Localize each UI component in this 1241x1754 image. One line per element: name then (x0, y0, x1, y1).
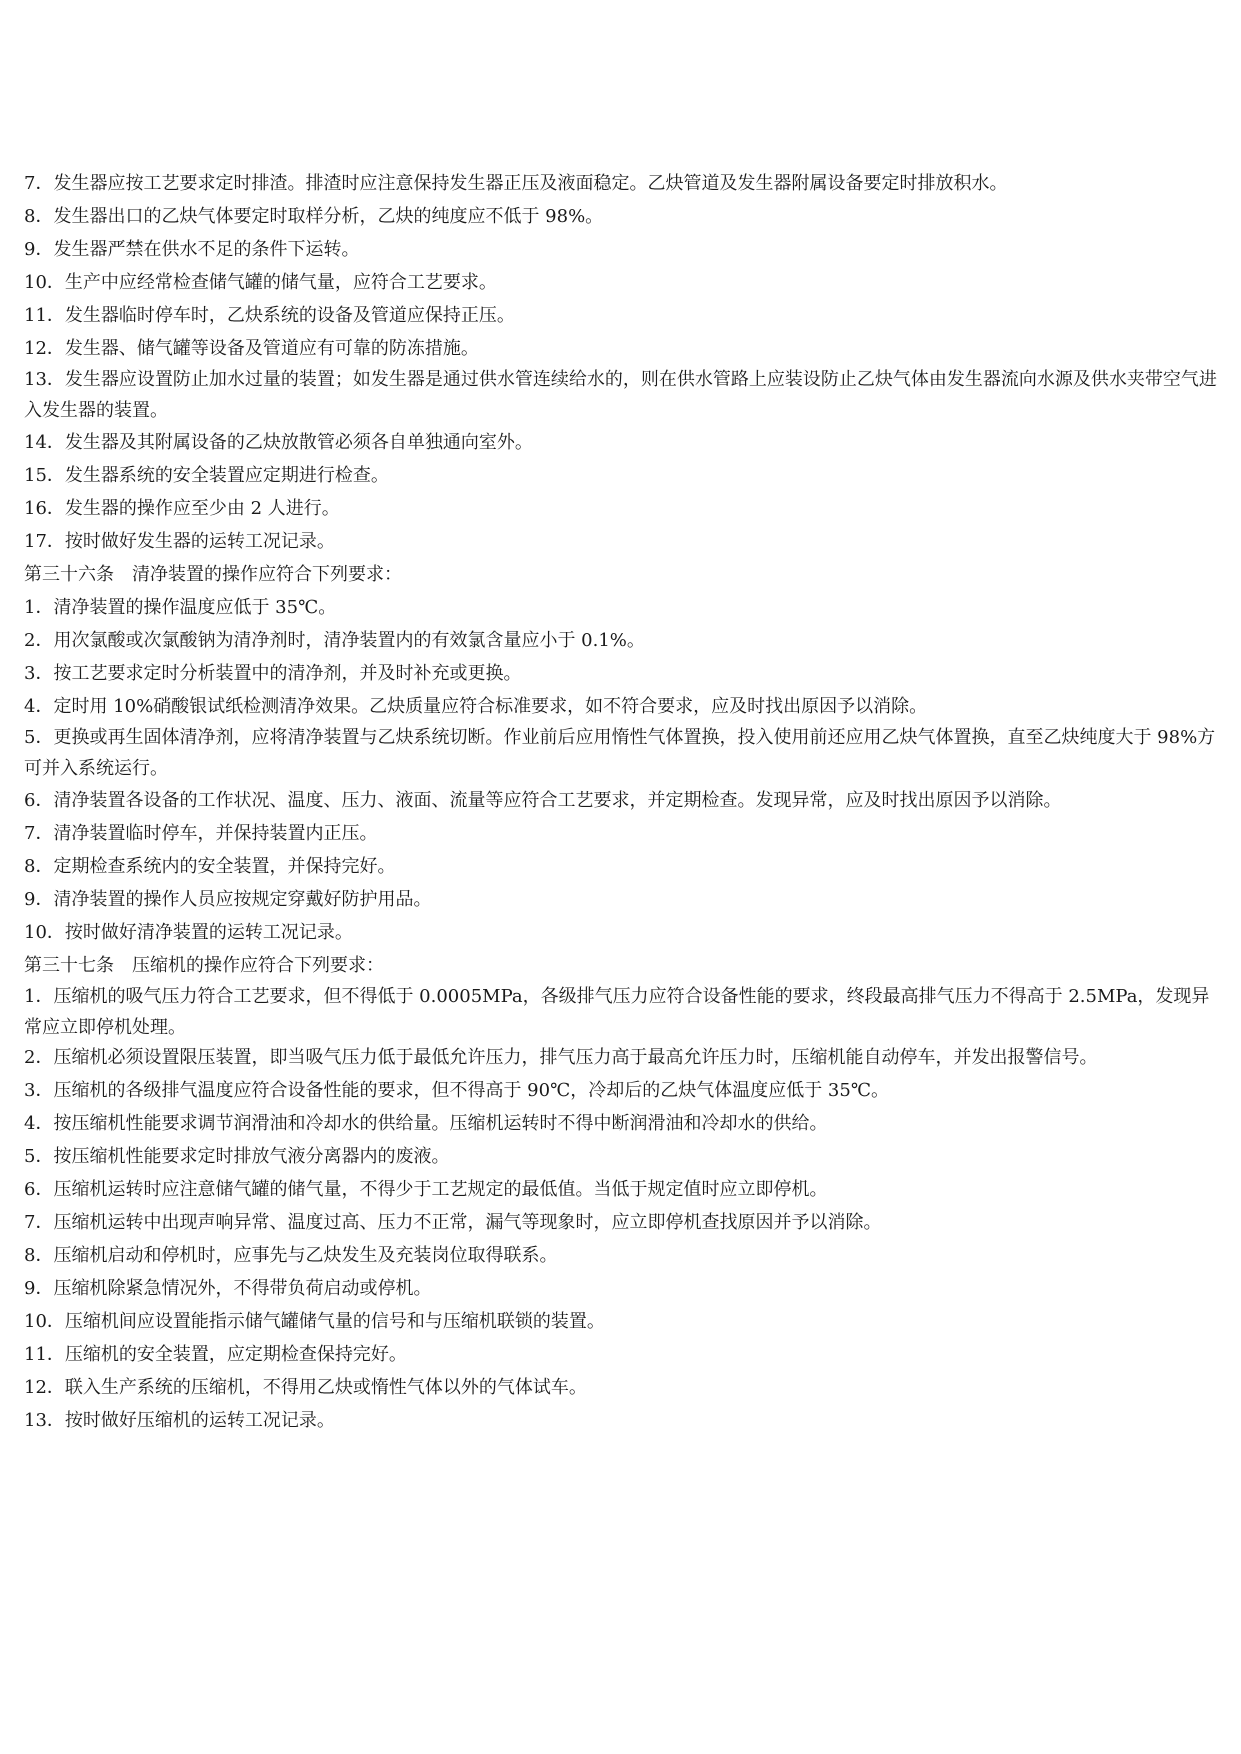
item-12-antifreeze: 12．发生器、储气罐等设备及管道应有可靠的防冻措施。 (24, 338, 479, 359)
item-16-two-operators: 16．发生器的操作应至少由 2 人进行。 (24, 498, 340, 519)
item-8-acetylene-sampling: 8．发生器出口的乙炔气体要定时取样分析，乙炔的纯度应不低于 98%。 (24, 206, 604, 227)
item-5-solid-purifier-replace: 5．更换或再生固体清净剂，应将清净装置与乙炔系统切断。作业前后应用惰性气体置换，投入使用前还应用乙炔气体置换，直至乙炔纯度大于 98%方可并入系统运行。 (24, 727, 1216, 779)
item-10-gasholder-check: 10．生产中应经常检查储气罐的储气量，应符合工艺要求。 (24, 272, 497, 293)
item-11-temporary-stop: 11．发生器临时停车时，乙炔系统的设备及管道应保持正压。 (24, 305, 515, 326)
document-page (24, 167, 1224, 1437)
item-5-separator-drain: 5．按压缩机性能要求定时排放气液分离器内的废液。 (24, 1145, 450, 1167)
item-4-silver-nitrate-test: 4．定时用 10%硝酸银试纸检测清净效果。乙炔质量应符合标准要求，如不符合要求，应及时找出原因予以消除。 (24, 696, 928, 717)
item-2-pressure-limit: 2．压缩机必须设置限压装置，即当吸气压力低于最低允许压力，排气压力高于最高允许压力时，压缩机能自动停车，并发出报警信号。 (24, 1047, 1098, 1068)
item-8-safety-device: 8．定期检查系统内的安全装置，并保持完好。 (24, 856, 396, 877)
item-6-gasholder-level: 6．压缩机运转时应注意储气罐的储气量，不得少于工艺规定的最低值。当低于规定值时应立即停机。 (24, 1178, 828, 1200)
item-8-contact-posts: 8．压缩机启动和停机时，应事先与乙炔发生及充装岗位取得联系。 (24, 1244, 558, 1266)
item-9-water-supply: 9．发生器严禁在供水不足的条件下运转。 (24, 239, 360, 260)
item-13-compressor-log: 13．按时做好压缩机的运转工况记录。 (24, 1409, 335, 1431)
item-3-discharge-temperature: 3．压缩机的各级排气温度应符合设备性能的要求，但不得高于 90℃，冷却后的乙炔气体温度应低于 35℃。 (24, 1079, 889, 1101)
item-13-overfill-device: 13．发生器应设置防止加水过量的装置；如发生器是通过供水管连续给水的，则在供水管路上应装设防止乙炔气体由发生器流向水源及供水夹带空气进入发生器的装置。 (24, 369, 1217, 421)
item-4-lubrication: 4．按压缩机性能要求调节润滑油和冷却水的供给量。压缩机运转时不得中断润滑油和冷却水的供给。 (24, 1112, 828, 1134)
item-1-suction-pressure: 1．压缩机的吸气压力符合工艺要求，但不得低于 0.0005MPa，各级排气压力应符合设备性能的要求，终段最高排气压力不得高于 2.5MPa，发现异常应立即停机处理。 (24, 986, 1210, 1038)
item-17-generator-log: 17．按时做好发生器的运转工况记录。 (24, 531, 335, 552)
item-11-compressor-safety: 11．压缩机的安全装置，应定期检查保持完好。 (24, 1343, 407, 1365)
item-15-safety-check: 15．发生器系统的安全装置应定期进行检查。 (24, 465, 389, 486)
item-2-chlorine-content: 2．用次氯酸或次氯酸钠为清净剂时，清净装置内的有效氯含量应小于 0.1%。 (24, 630, 645, 651)
item-7-abnormal-stop: 7．压缩机运转中出现声响异常、温度过高、压力不正常，漏气等现象时，应立即停机查找原因并予以消除。 (24, 1211, 882, 1233)
item-6-purifier-condition: 6．清净装置各设备的工作状况、温度、压力、液面、流量等应符合工艺要求，并定期检查。发现异常，应及时找出原因予以消除。 (24, 790, 1062, 811)
item-9-load-start: 9．压缩机除紧急情况外，不得带负荷启动或停机。 (24, 1277, 432, 1299)
article-36-heading: 第三十六条 清净装置的操作应符合下列要求： (24, 564, 402, 585)
item-1-purifier-temperature: 1．清净装置的操作温度应低于 35℃。 (24, 597, 337, 618)
item-7-generator-slag: 7．发生器应按工艺要求定时排渣。排渣时应注意保持发生器正压及液面稳定。乙炔管道及发生器附属设备要定时排放积水。 (24, 173, 1008, 194)
item-12-test-gas: 12．联入生产系统的压缩机，不得用乙炔或惰性气体以外的气体试车。 (24, 1376, 587, 1398)
item-14-vent-pipe: 14．发生器及其附属设备的乙炔放散管必须各自单独通向室外。 (24, 432, 533, 453)
item-7-purifier-stop: 7．清净装置临时停车，并保持装置内正压。 (24, 823, 378, 844)
item-10-purifier-log: 10．按时做好清净装置的运转工况记录。 (24, 922, 353, 943)
item-9-protective-gear: 9．清净装置的操作人员应按规定穿戴好防护用品。 (24, 889, 432, 910)
article-37-heading: 第三十七条 压缩机的操作应符合下列要求： (24, 955, 384, 976)
item-3-purifier-analysis: 3．按工艺要求定时分析装置中的清净剂，并及时补充或更换。 (24, 663, 522, 684)
item-10-interlock-signal: 10．压缩机间应设置能指示储气罐储气量的信号和与压缩机联锁的装置。 (24, 1310, 605, 1332)
